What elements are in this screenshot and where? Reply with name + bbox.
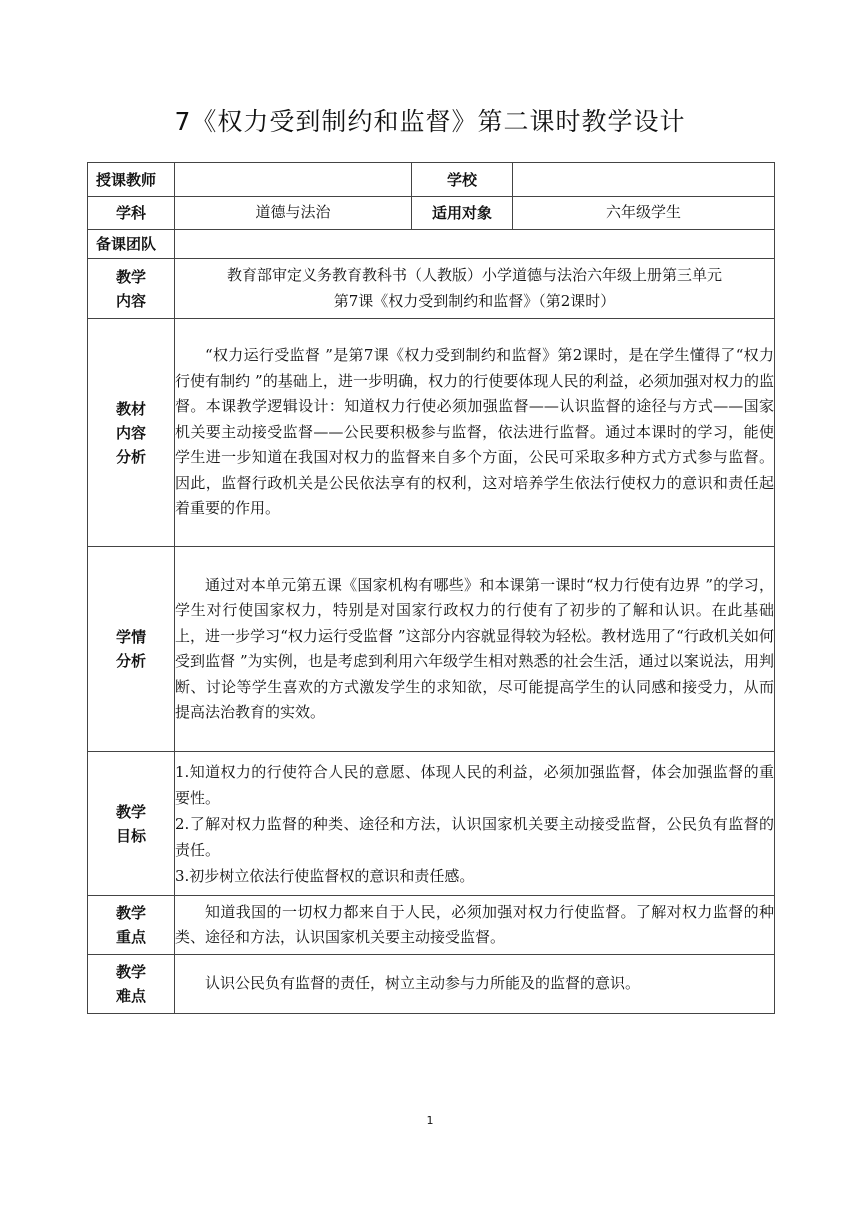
row-subject-audience: [88, 197, 775, 230]
goal-item-3: 3.初步树立依法行使监督权的意识和责任感。: [175, 866, 475, 885]
difficult-label-line2: 难点: [115, 987, 146, 1005]
material-value: [175, 319, 775, 547]
material-label: [88, 319, 175, 547]
team-value: [175, 230, 775, 259]
audience-value: 六年级学生: [513, 197, 775, 230]
subject-value: 道德与法治: [175, 197, 412, 230]
content-label-line2: 内容: [115, 291, 146, 310]
goals-label-line2: 目标: [115, 826, 146, 845]
teacher-label: 授课教师: [88, 163, 175, 197]
teacher-value: [175, 163, 412, 197]
content-line2: 第7课《权力受到制约和监督》（第2课时）: [333, 291, 616, 310]
school-value: [513, 163, 775, 197]
content-line1: 教育部审定义务教育教科书（人教版）小学道德与法治六年级上册第三单元: [226, 266, 722, 284]
content-label-line1: 教学: [115, 267, 146, 286]
material-label-line3: 分析: [115, 447, 146, 466]
page-number: 1: [426, 1114, 434, 1127]
row-team: [88, 230, 775, 259]
difficult-label-line1: 教学: [115, 963, 146, 981]
difficult-text: 认识公民负有监督的责任，树立主动参与力所能及的监督的意识。: [205, 974, 641, 993]
row-key-points: [88, 896, 775, 955]
goals-label-line1: 教学: [115, 802, 146, 821]
subject-label: 学科: [88, 197, 175, 230]
goal-item-2: 2.了解对权力监督的种类、途径和方法，认识国家机关要主动接受监督，公民负有监督的责任。: [175, 814, 774, 859]
key-text: 知道我国的一切权力都来自于人民，必须加强对权力行使监督。了解对权力监督的种类、途径和方法，认识国家机关要主动接受监督。: [175, 902, 774, 946]
goals-label: [88, 752, 175, 896]
key-label-line1: 教学: [115, 904, 146, 922]
row-difficult-points: [88, 955, 775, 1014]
goals-value: [175, 752, 775, 896]
material-label-line2: 内容: [115, 423, 146, 442]
row-learner-analysis: [88, 547, 775, 752]
key-label: [88, 896, 175, 955]
row-goals: [88, 752, 775, 896]
material-text: “权力运行受监督 ”是第7课《权力受到制约和监督》第2课时，是在学生懂得了“权力行使有制约 ”的基础上，进一步明确，权力的行使要体现人民的利益，必须加强对权力的监督。本课教学逻辑设计：知道权力行使必须加强监督——认识监督的途径与方式——国家机关要主动接受监督——公民要积极参与监督，依法进行监督。通过本课时的学习，能使学生进一步知道在我国对权力的监督来自多个方面，公民可采取多种方式方式参与监督。因此，监督行政机关是公民依法享有的权利，这对培养学生依法行使权力的意识和责任起着重要的作用。: [175, 346, 774, 518]
key-label-line2: 重点: [115, 928, 146, 946]
content-label: [88, 259, 175, 319]
audience-label: 适用对象: [412, 197, 513, 230]
row-teacher-school: [88, 163, 775, 197]
document-title: 7《权力受到制约和监督》第二课时教学设计: [174, 107, 686, 136]
lesson-plan-table: [87, 162, 775, 1014]
material-label-line1: 教材: [115, 399, 146, 418]
goal-item-1: 1.知道权力的行使符合人民的意愿、体现人民的利益，必须加强监督，体会加强监督的重要性。: [175, 762, 774, 807]
learner-value: [175, 547, 775, 752]
team-label: 备课团队: [88, 230, 175, 259]
content-value: [175, 259, 775, 319]
learner-label-line2: 分析: [115, 652, 146, 670]
difficult-value: [175, 955, 775, 1014]
learner-label: [88, 547, 175, 752]
learner-text: 通过对本单元第五课《国家机构有哪些》和本课第一课时“权力行使有边界 ”的学习，学生对行使国家权力，特别是对国家行政权力的行使有了初步的了解和认识。在此基础上，进一步学习“权力运行受监督 ”这部分内容就显得较为轻松。教材选用了“行政机关如何受到监督 ”为实例，也是考虑到利用六年级学生相对熟悉的社会生活，通过以案说法，用判断、讨论等学生喜欢的方式激发学生的求知欲，尽可能提高学生的认同感和接受力，从而提高法治教育的实效。: [175, 575, 774, 721]
row-material-analysis: [88, 319, 775, 547]
school-label: 学校: [412, 163, 513, 197]
difficult-label: [88, 955, 175, 1014]
key-value: [175, 896, 775, 955]
row-content: [88, 259, 775, 319]
learner-label-line1: 学情: [115, 628, 146, 646]
